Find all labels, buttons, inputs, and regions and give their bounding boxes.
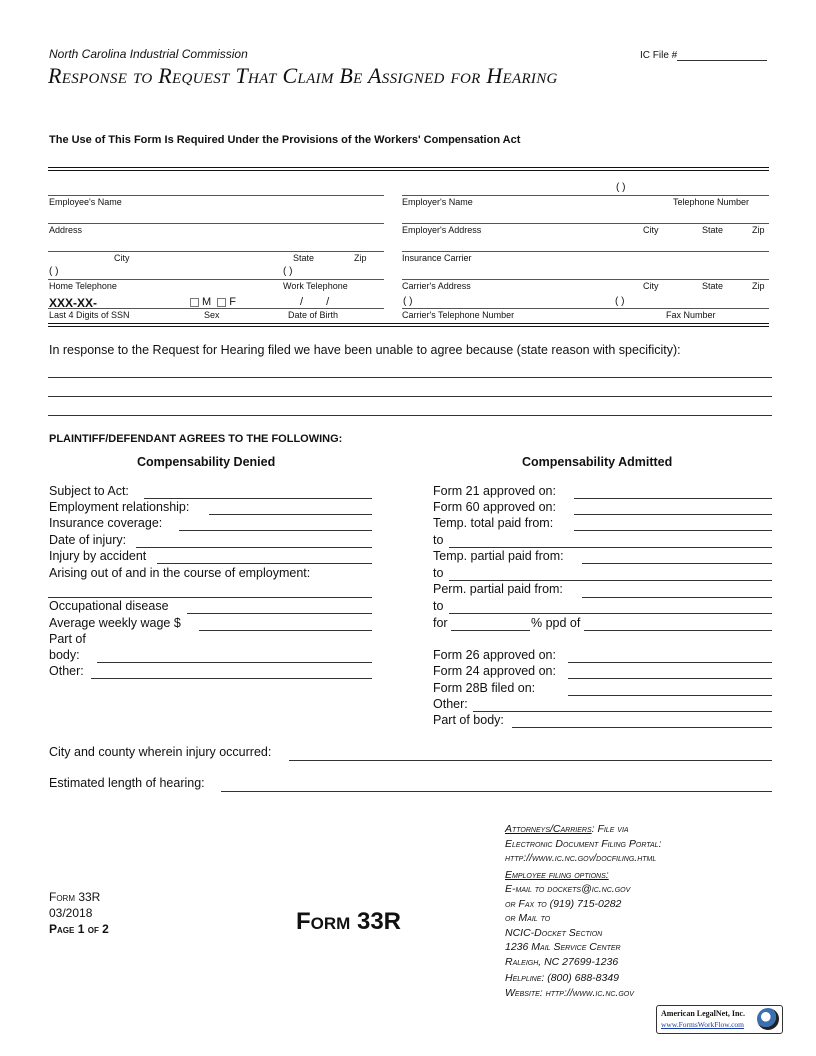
city-county-line[interactable] [289, 760, 772, 761]
carrier-state-label: State [702, 281, 724, 291]
insurance-coverage-line[interactable] [179, 530, 372, 531]
form24-label: Form 24 approved on: [433, 664, 556, 678]
divider-top [48, 167, 769, 168]
divider-top-2 [48, 170, 769, 171]
temp-partial-to-line[interactable] [449, 580, 772, 581]
employer-address-field[interactable] [402, 223, 769, 224]
badge-url[interactable]: www.FormsWorkFlow.com [661, 1020, 745, 1029]
admitted-other-line[interactable] [473, 711, 772, 712]
hearing-length-line[interactable] [221, 791, 772, 792]
attorneys-rest: : File via [591, 823, 629, 835]
carrier-address-label: Carrier's Address [402, 281, 471, 291]
employer-city-label: City [643, 225, 659, 235]
temp-total-line[interactable] [574, 530, 772, 531]
sex-f-label: F [229, 296, 237, 308]
employment-relationship-label: Employment relationship: [49, 500, 190, 514]
carrier-city-label: City [643, 281, 659, 291]
work-tel-area-code: ( ) [283, 266, 293, 277]
avg-weekly-wage-label: Average weekly wage $ [49, 616, 181, 630]
employer-zip-label: Zip [752, 225, 765, 235]
employer-name-field[interactable] [402, 195, 769, 196]
occupational-disease-line[interactable] [187, 613, 372, 614]
subject-to-act-label: Subject to Act: [49, 484, 129, 498]
badge-company: American LegalNet, Inc. [661, 1009, 745, 1018]
carrier-address-field[interactable] [402, 279, 769, 280]
globe-logo-icon [757, 1008, 779, 1030]
divider-mid-2 [48, 326, 769, 327]
form28b-line[interactable] [568, 695, 772, 696]
attorneys-heading: Attorneys/Carriers [505, 823, 592, 835]
occupational-disease-label: Occupational disease [49, 599, 169, 613]
admitted-heading: Compensability Admitted [522, 455, 673, 469]
employer-telephone-label: Telephone Number [673, 197, 750, 207]
employee-zip-label: Zip [354, 253, 367, 263]
form-date: 03/2018 [49, 906, 93, 920]
perm-partial-to-line[interactable] [449, 613, 772, 614]
reason-line-1[interactable] [48, 377, 772, 378]
date-of-injury-line[interactable] [136, 547, 372, 548]
employee-filing-heading [505, 868, 785, 883]
admitted-part-of-body-label: Part of body: [433, 713, 504, 727]
avg-weekly-wage-line[interactable] [199, 630, 372, 631]
sex-m-label: M [202, 296, 212, 308]
body-label: body: [49, 648, 80, 662]
dob-label: Date of Birth [288, 310, 339, 320]
form-subheading: The Use of This Form Is Required Under the Provisions of the Workers' Compensation Act [49, 134, 521, 146]
home-telephone-label: Home Telephone [49, 281, 117, 291]
insurance-carrier-field[interactable] [402, 251, 769, 252]
employee-phones-field[interactable] [48, 279, 384, 280]
ic-file-field[interactable] [640, 50, 767, 61]
reason-line-2[interactable] [48, 396, 772, 397]
ic-file-input-line[interactable] [677, 50, 767, 61]
form-title: Response to Request That Claim Be Assigned for Hearing [48, 63, 558, 88]
employee-city-label: City [114, 253, 130, 263]
admitted-other-label: Other: [433, 697, 468, 711]
fax-line: or Fax to (919) 715-0282 [505, 897, 622, 910]
ic-file-label: IC File # [640, 50, 678, 61]
portal-label: Electronic Document Filing Portal: [505, 837, 662, 850]
form26-label: Form 26 approved on: [433, 648, 556, 662]
dob-value[interactable]: / / [300, 296, 330, 308]
perm-partial-to-label: to [433, 599, 444, 613]
email-line[interactable]: E-mail to dockets@ic.nc.gov [505, 883, 631, 895]
employer-state-label: State [702, 225, 724, 235]
helpline: Helpline: (800) 688-8349 [505, 972, 620, 984]
sex-m-checkbox[interactable] [190, 298, 199, 307]
form60-line[interactable] [574, 514, 772, 515]
form24-line[interactable] [568, 678, 772, 679]
carrier-telephone-label: Carrier's Telephone Number [402, 310, 515, 320]
mail-line: or Mail to [505, 912, 551, 924]
page-current: 1 [77, 922, 85, 936]
perm-partial-line[interactable] [582, 597, 772, 598]
denied-other-line[interactable] [91, 678, 372, 679]
employer-name-label: Employer's Name [402, 197, 473, 207]
employee-name-field[interactable] [48, 195, 384, 196]
injury-by-accident-line[interactable] [157, 563, 372, 564]
admitted-part-of-body-line[interactable] [512, 727, 772, 728]
fax-number-label: Fax Number [666, 310, 716, 320]
page-of: of [87, 922, 99, 936]
home-tel-area-code: ( ) [49, 266, 59, 277]
ppd-percent-line[interactable] [451, 630, 530, 631]
portal-url[interactable]: http://www.ic.nc.gov/docfiling.html [505, 852, 657, 864]
carrier-zip-label: Zip [752, 281, 765, 291]
agreement-heading: PLAINTIFF/DEFENDANT AGREES TO THE FOLLOWING: [49, 433, 343, 445]
employee-ssn-sex-dob-field [48, 308, 384, 309]
reason-line-3[interactable] [48, 415, 772, 416]
perm-partial-label: Perm. partial paid from: [433, 582, 563, 596]
employer-tel-area-code: ( ) [616, 182, 626, 193]
temp-partial-line[interactable] [582, 563, 772, 564]
part-of-label: Part of [49, 632, 86, 646]
for-label: for [433, 616, 448, 630]
fax-area-code: ( ) [615, 296, 625, 307]
employment-relationship-line[interactable] [209, 514, 372, 515]
website[interactable]: Website: http://www.ic.nc.gov [505, 986, 634, 999]
attorneys-line [505, 822, 785, 837]
carrier-tel-area-code: ( ) [403, 296, 413, 307]
city-county-label: City and county wherein injury occurred: [49, 745, 272, 759]
temp-total-to-line[interactable] [449, 547, 772, 548]
form60-label: Form 60 approved on: [433, 500, 556, 514]
form-code: Form 33R [49, 890, 101, 904]
form28b-label: Form 28B filed on: [433, 681, 536, 695]
hearing-length-label: Estimated length of hearing: [49, 776, 205, 790]
employee-address-label: Address [49, 225, 83, 235]
date-of-injury-label: Date of injury: [49, 533, 127, 547]
page-prefix: Page [49, 922, 75, 936]
form21-line[interactable] [574, 498, 772, 499]
employee-name-label: Employee's Name [49, 197, 122, 207]
temp-total-to-label: to [433, 533, 444, 547]
arising-out-line[interactable] [48, 597, 372, 598]
employer-address-label: Employer's Address [402, 225, 482, 235]
agency-name: North Carolina Industrial Commission [49, 47, 248, 61]
page-number [49, 922, 109, 936]
ppd-of-label: % ppd of [531, 616, 581, 630]
forms-workflow-badge[interactable] [656, 1005, 783, 1034]
insurance-carrier-label: Insurance Carrier [402, 253, 472, 263]
sex-f-checkbox[interactable] [217, 298, 226, 307]
employee-filing-heading-text: Employee filing options: [505, 868, 609, 881]
filing-instructions [505, 822, 785, 1000]
insurance-coverage-label: Insurance coverage: [49, 516, 163, 530]
docket-section: NCIC-Docket Section [505, 926, 603, 939]
temp-total-label: Temp. total paid from: [433, 516, 554, 530]
sex-options[interactable] [190, 296, 236, 308]
part-of-body-line[interactable] [97, 662, 372, 663]
denied-heading: Compensability Denied [137, 455, 276, 469]
employee-state-label: State [293, 253, 315, 263]
temp-partial-to-label: to [433, 566, 444, 580]
ssn-label: Last 4 Digits of SSN [49, 310, 130, 320]
subject-to-act-line[interactable] [144, 498, 372, 499]
form-number-large: Form 33R [296, 908, 402, 935]
form21-label: Form 21 approved on: [433, 484, 556, 498]
employee-address-field[interactable] [48, 223, 384, 224]
sex-label: Sex [204, 310, 220, 320]
address-line-2: Raleigh, NC 27699-1236 [505, 955, 619, 968]
divider-mid [48, 323, 769, 324]
ppd-of-line[interactable] [584, 630, 772, 631]
employee-city-state-zip-field[interactable] [48, 251, 384, 252]
temp-partial-label: Temp. partial paid from: [433, 549, 564, 563]
form26-line[interactable] [568, 662, 772, 663]
ssn-value[interactable]: XXX-XX- [49, 296, 98, 310]
denied-other-label: Other: [49, 664, 84, 678]
injury-by-accident-label: Injury by accident [49, 549, 147, 563]
address-line-1: 1236 Mail Service Center [505, 941, 621, 953]
arising-out-label: Arising out of and in the course of employment: [49, 566, 311, 580]
page-total: 2 [102, 922, 109, 936]
carrier-phone-fax-field[interactable] [402, 308, 769, 309]
reason-prompt: In response to the Request for Hearing filed we have been unable to agree because (state reason with specificity): [49, 343, 681, 357]
work-telephone-label: Work Telephone [283, 281, 348, 291]
